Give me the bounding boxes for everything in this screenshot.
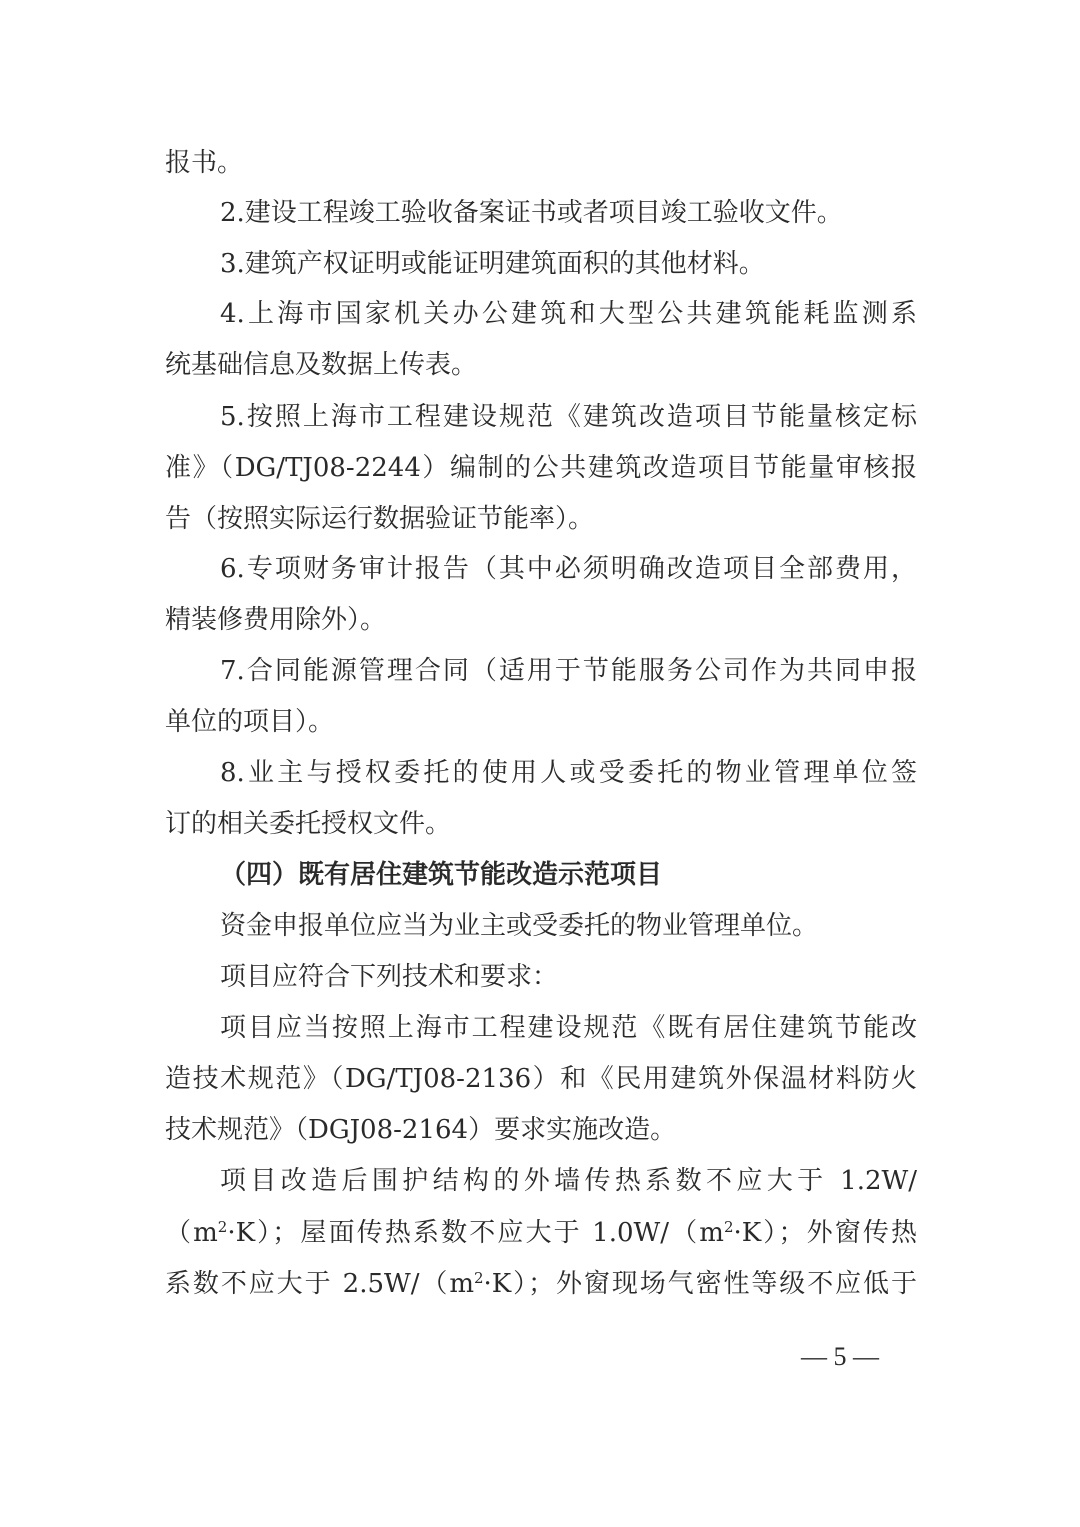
list-item-4-continued: 统基础信息及数据上传表。: [165, 350, 478, 380]
list-item-4: 4.上海市国家机关办公建筑和大型公共建筑能耗监测系: [220, 299, 917, 329]
text-line-1: 报书。: [165, 148, 244, 178]
list-item-8: 8.业主与授权委托的使用人或受委托的物业管理单位签: [220, 758, 917, 788]
list-item-3: 3.建筑产权证明或能证明建筑面积的其他材料。: [220, 249, 765, 279]
page-number: — 5 —: [801, 1342, 879, 1371]
paragraph-standards: 项目应当按照上海市工程建设规范《既有居住建筑节能改: [220, 1013, 917, 1043]
list-item-2: 2.建设工程竣工验收备案证书或者项目竣工验收文件。: [220, 198, 843, 228]
list-item-8-continued: 订的相关委托授权文件。: [165, 809, 452, 839]
list-item-7-continued: 单位的项目）。: [165, 707, 335, 737]
paragraph-applicant: 资金申报单位应当为业主或受委托的物业管理单位。: [220, 911, 819, 941]
list-item-5-end: 告（按照实际运行数据验证节能率）。: [165, 504, 595, 534]
formula-1-superscript-2: 2: [723, 1218, 734, 1236]
formula-2-superscript-1: 2: [474, 1269, 484, 1287]
formula-2-part-2: ·K）；外窗现场气密性等级不应低于: [483, 1269, 917, 1299]
formula-1-superscript-1: 2: [217, 1218, 228, 1236]
formula-1-part-3: ·K）；外窗传热: [733, 1218, 917, 1248]
formula-1-part-2: ·K）；屋面传热系数不应大于 1.0W/（m: [227, 1218, 724, 1248]
list-item-6: 6.专项财务审计报告（其中必须明确改造项目全部费用，: [220, 554, 917, 584]
paragraph-thermal-formula-2: [165, 1267, 917, 1301]
paragraph-thermal: 项目改造后围护结构的外墙传热系数不应大于 1.2W/: [220, 1166, 917, 1196]
paragraph-standards-end: 技术规范》（DGJ08-2164）要求实施改造。: [165, 1115, 677, 1145]
formula-1-part-1: （m: [165, 1218, 218, 1248]
list-item-5: 5.按照上海市工程建设规范《建筑改造项目节能量核定标: [220, 402, 917, 432]
section-heading: （四）既有居住建筑节能改造示范项目: [220, 860, 663, 890]
list-item-5-continued: 准》（DG/TJ08-2244）编制的公共建筑改造项目节能量审核报: [165, 453, 917, 483]
paragraph-standards-continued: 造技术规范》（DG/TJ08-2136）和《民用建筑外保温材料防火: [165, 1064, 917, 1094]
paragraph-requirements-intro: 项目应符合下列技术和要求：: [220, 962, 559, 992]
list-item-7: 7.合同能源管理合同（适用于节能服务公司作为共同申报: [220, 656, 917, 686]
formula-2-part-1: 系数不应大于 2.5W/（m: [165, 1269, 474, 1299]
list-item-6-continued: 精装修费用除外）。: [165, 605, 387, 635]
paragraph-thermal-formula-1: [165, 1216, 917, 1250]
